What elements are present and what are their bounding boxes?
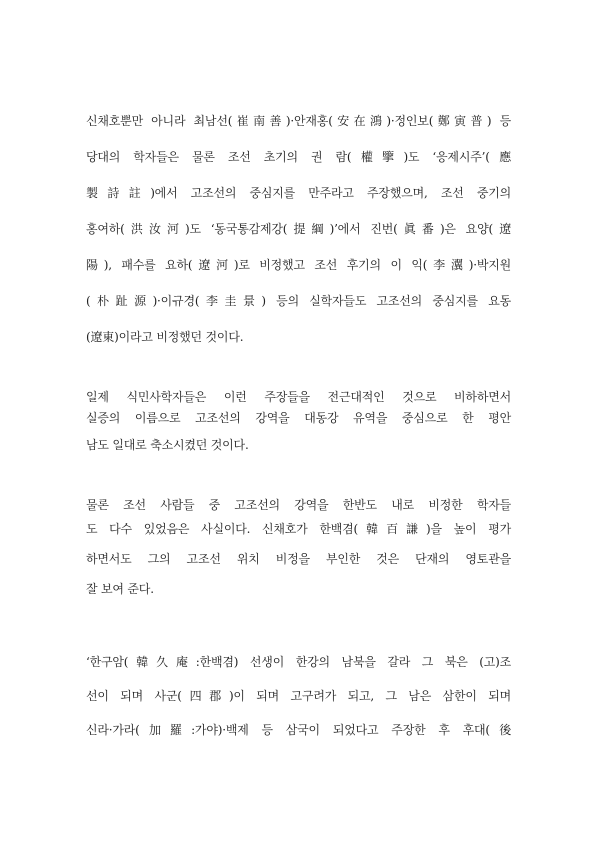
- paragraph-1-line-5: 陽), 패수를 요하(遼河)로 비정했고 조선 후기의 이 익(李瀷)·박지원: [86, 258, 511, 272]
- paragraph-3-line-3: 하면서도 그의 고조선 위치 비정을 부인한 것은 단재의 영토관을: [86, 552, 511, 566]
- paragraph-1-line-2: 당대의 학자들은 물론 조선 초기의 권 람(權擥)도 ‘응제시주’(應: [86, 150, 511, 164]
- paragraph-1-line-1: 신채호뿐만 아니라 최남선(崔南善)·안재홍(安在鴻)·정인보(鄭寅普) 등: [86, 114, 511, 128]
- paragraph-1-line-7: (遼東)이라고 비정했던 것이다.: [86, 330, 244, 344]
- paragraph-3-line-4: 잘 보여 준다.: [86, 582, 154, 596]
- paragraph-1-line-4: 홍여하(洪汝河)도 ‘동국통감제강(提綱)’에서 진번(眞番)은 요양(遼: [86, 222, 511, 236]
- paragraph-1-line-3: 製詩註)에서 고조선의 중심지를 만주라고 주장했으며, 조선 중기의: [86, 186, 511, 200]
- paragraph-2-line-1: 일제 식민사학자들은 이런 주장들을 전근대적인 것으로 비하하면서: [86, 390, 511, 404]
- paragraph-2-line-2: 실증의 이름으로 고조선의 강역을 대동강 유역을 중심으로 한 평안: [86, 411, 511, 425]
- paragraph-1-line-6: (朴趾源)·이규경(李圭景) 등의 실학자들도 고조선의 중심지를 요동: [86, 294, 511, 308]
- paragraph-4-line-1: ‘한구암(韓久庵:한백겸) 선생이 한강의 남북을 갈라 그 북은 (고)조: [86, 655, 511, 669]
- paragraph-2-line-3: 남도 일대로 축소시켰던 것이다.: [86, 438, 249, 452]
- paragraph-3-line-2: 도 다수 있었음은 사실이다. 신채호가 한백겸(韓百謙)을 높이 평가: [86, 522, 511, 536]
- paragraph-4-line-3: 신라·가라(加羅:가야)·백제 등 삼국이 되었다고 주장한 후 후대(後: [86, 723, 511, 737]
- paragraph-4-line-2: 선이 되며 사군(四郡)이 되며 고구려가 되고, 그 남은 삼한이 되며: [86, 689, 511, 703]
- paragraph-3-line-1: 물론 조선 사람들 중 고조선의 강역을 한반도 내로 비정한 학자들: [86, 498, 511, 512]
